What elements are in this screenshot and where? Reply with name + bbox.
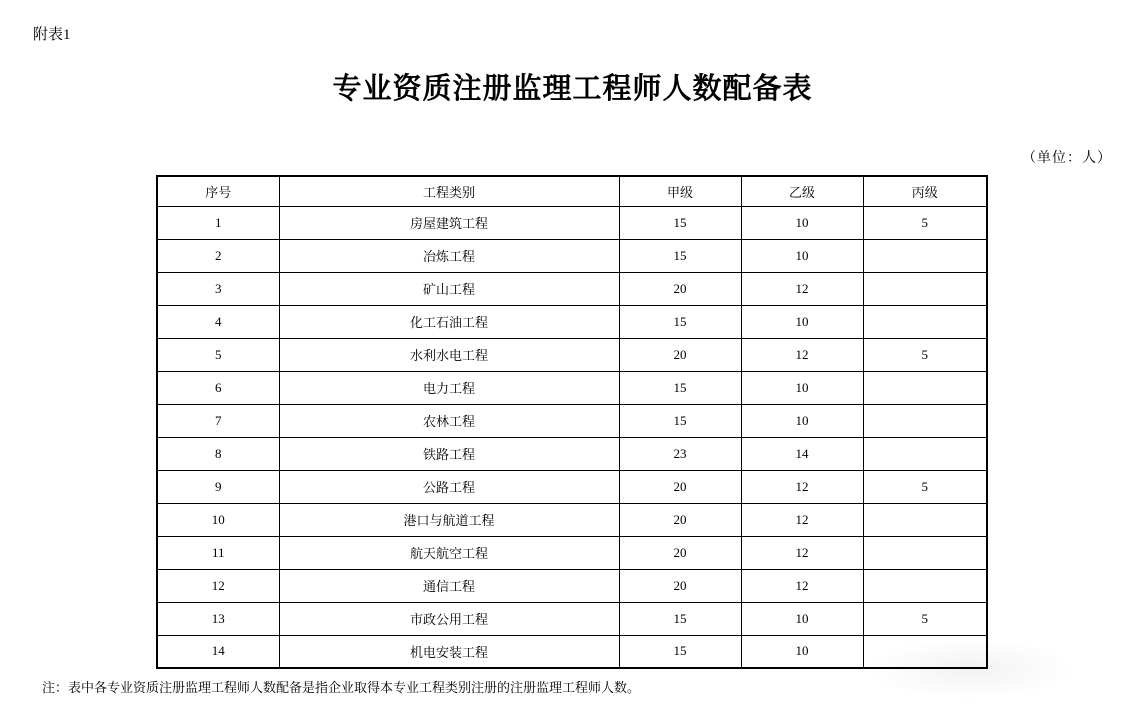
cell-grade-b: 12	[741, 470, 863, 503]
cell-grade-b: 12	[741, 569, 863, 602]
cell-grade-a: 20	[619, 470, 741, 503]
cell-index: 7	[157, 404, 279, 437]
table-row	[157, 239, 987, 272]
cell-grade-a: 15	[619, 371, 741, 404]
cell-grade-c: 5	[863, 338, 987, 371]
cell-grade-a: 20	[619, 272, 741, 305]
cell-category: 农林工程	[279, 404, 619, 437]
cell-grade-a: 15	[619, 206, 741, 239]
cell-grade-c	[863, 503, 987, 536]
cell-grade-b: 10	[741, 206, 863, 239]
cell-grade-c	[863, 272, 987, 305]
table-row	[157, 536, 987, 569]
cell-index: 2	[157, 239, 279, 272]
cell-category: 航天航空工程	[279, 536, 619, 569]
cell-index: 1	[157, 206, 279, 239]
staffing-table	[156, 175, 988, 669]
table-row	[157, 602, 987, 635]
cell-grade-b: 10	[741, 371, 863, 404]
cell-category: 公路工程	[279, 470, 619, 503]
table-row	[157, 437, 987, 470]
cell-category: 铁路工程	[279, 437, 619, 470]
cell-grade-a: 15	[619, 602, 741, 635]
table-row	[157, 338, 987, 371]
table-row	[157, 272, 987, 305]
column-header-index: 序号	[157, 176, 279, 206]
cell-index: 10	[157, 503, 279, 536]
cell-index: 14	[157, 635, 279, 668]
cell-grade-a: 15	[619, 239, 741, 272]
table-row	[157, 569, 987, 602]
column-header-grade-b: 乙级	[741, 176, 863, 206]
cell-category: 通信工程	[279, 569, 619, 602]
cell-category: 矿山工程	[279, 272, 619, 305]
cell-index: 3	[157, 272, 279, 305]
cell-category: 房屋建筑工程	[279, 206, 619, 239]
table-row	[157, 371, 987, 404]
cell-grade-c	[863, 635, 987, 668]
cell-grade-b: 12	[741, 338, 863, 371]
column-header-grade-c: 丙级	[863, 176, 987, 206]
cell-grade-b: 10	[741, 239, 863, 272]
cell-grade-a: 20	[619, 569, 741, 602]
footnote: 注：表中各专业资质注册监理工程师人数配备是指企业取得本专业工程类别注册的注册监理工程师人数。	[42, 680, 641, 695]
cell-index: 6	[157, 371, 279, 404]
cell-grade-c	[863, 569, 987, 602]
cell-index: 12	[157, 569, 279, 602]
cell-index: 9	[157, 470, 279, 503]
cell-index: 11	[157, 536, 279, 569]
table-row	[157, 206, 987, 239]
cell-grade-b: 14	[741, 437, 863, 470]
cell-grade-a: 15	[619, 404, 741, 437]
table-row	[157, 305, 987, 338]
cell-grade-c	[863, 404, 987, 437]
cell-grade-a: 20	[619, 536, 741, 569]
cell-index: 4	[157, 305, 279, 338]
appendix-label: 附表1	[33, 27, 71, 43]
column-header-category: 工程类别	[279, 176, 619, 206]
cell-grade-b: 12	[741, 272, 863, 305]
column-header-grade-a: 甲级	[619, 176, 741, 206]
cell-grade-c	[863, 305, 987, 338]
cell-category: 冶炼工程	[279, 239, 619, 272]
table-row	[157, 503, 987, 536]
cell-grade-c	[863, 371, 987, 404]
cell-grade-c: 5	[863, 470, 987, 503]
unit-label: （单位：人）	[1022, 151, 1112, 166]
table-row	[157, 470, 987, 503]
cell-category: 港口与航道工程	[279, 503, 619, 536]
cell-grade-b: 12	[741, 536, 863, 569]
cell-category: 机电安装工程	[279, 635, 619, 668]
cell-grade-b: 10	[741, 602, 863, 635]
cell-grade-c: 5	[863, 206, 987, 239]
cell-category: 水利水电工程	[279, 338, 619, 371]
cell-grade-b: 10	[741, 305, 863, 338]
cell-grade-c	[863, 536, 987, 569]
cell-index: 8	[157, 437, 279, 470]
cell-grade-c	[863, 239, 987, 272]
cell-grade-a: 15	[619, 635, 741, 668]
cell-grade-c	[863, 437, 987, 470]
cell-grade-a: 20	[619, 503, 741, 536]
cell-grade-b: 10	[741, 404, 863, 437]
cell-category: 化工石油工程	[279, 305, 619, 338]
table-row	[157, 404, 987, 437]
table-row	[157, 635, 987, 668]
cell-grade-b: 10	[741, 635, 863, 668]
cell-category: 市政公用工程	[279, 602, 619, 635]
table-body	[157, 206, 987, 668]
cell-category: 电力工程	[279, 371, 619, 404]
cell-index: 5	[157, 338, 279, 371]
page-title: 专业资质注册监理工程师人数配备表	[332, 73, 813, 105]
cell-grade-c: 5	[863, 602, 987, 635]
table-header-row	[157, 176, 987, 206]
cell-index: 13	[157, 602, 279, 635]
cell-grade-a: 23	[619, 437, 741, 470]
cell-grade-a: 20	[619, 338, 741, 371]
cell-grade-b: 12	[741, 503, 863, 536]
cell-grade-a: 15	[619, 305, 741, 338]
